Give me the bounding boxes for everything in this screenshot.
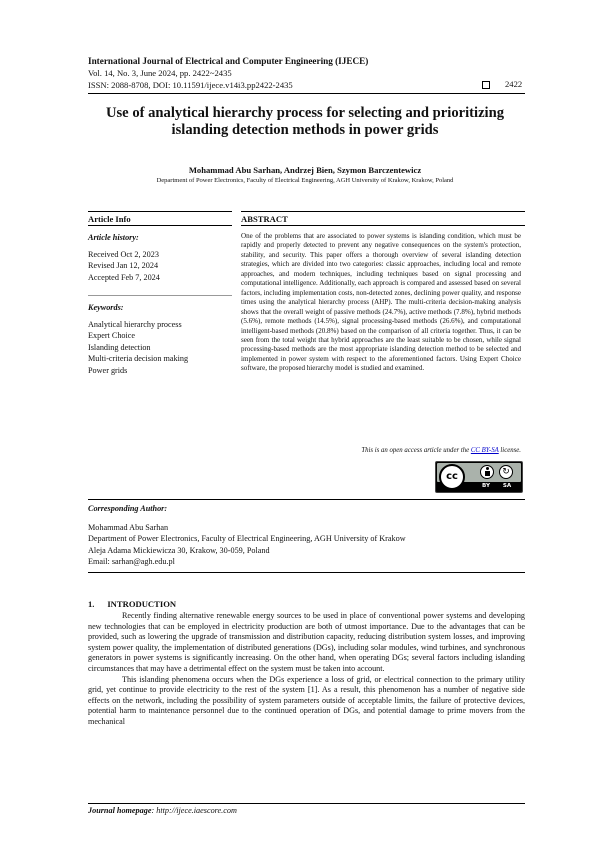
authors: Mohammad Abu Sarhan, Andrzej Bien, Szymon Barczentewicz: [188, 165, 422, 175]
badge-sa-label: SA: [502, 483, 512, 489]
abstract-top-rule: [241, 211, 525, 212]
journal-name: International Journal of Electrical and Computer Engineering (IJECE): [88, 56, 369, 66]
article-info-heading: Article Info: [88, 214, 131, 224]
abstract-heading: ABSTRACT: [241, 214, 288, 224]
paragraph: Recently finding alternative renewable energy sources to be used in place of conventional power systems and developing new technologies that can be employed in electricity production are both of utmost importance. Due to the advantages that can be provided, such as lowering the upgrade of transmission and distribution capacity, reducing distribution system losses, and improving system power quality, the implementation of distributed generations (DGs), including solar modules, wind turbines, and synchronous generators in power systems is significantly increasing. On the other hand, when operating DGs; several factors including islanding circumstances that may have a detrimental effect on the system must be taken into account.: [88, 611, 525, 673]
page-number: 2422: [505, 79, 523, 89]
cc-by-sa-link[interactable]: CC BY-SA: [470, 447, 499, 454]
affiliation: Department of Power Electronics, Faculty of Electrical Engineering, AGH University of Krakow, Krakow, Poland: [156, 177, 454, 184]
keyword: Expert Choice: [88, 331, 136, 341]
history-divider: [88, 295, 232, 296]
corresponding-address: Aleja Adama Mickiewicza 30, Krakow, 30-059, Poland: [88, 545, 270, 555]
homepage-label: Journal homepage: [88, 806, 152, 815]
corresponding-bottom-rule: [88, 572, 525, 573]
attribution-head: [486, 467, 489, 470]
corresponding-heading: Corresponding Author:: [88, 504, 168, 513]
cc-by-sa-badge[interactable]: [435, 461, 523, 493]
license-suffix: license.: [498, 447, 521, 454]
corresponding-top-rule: [88, 499, 525, 500]
history-item: Revised Jan 12, 2024: [88, 261, 159, 271]
corresponding-name: Mohammad Abu Sarhan: [88, 523, 169, 532]
history-item: Accepted Feb 7, 2024: [88, 272, 160, 282]
badge-by-label: BY: [481, 483, 490, 489]
square-icon: [482, 81, 490, 89]
journal-volume: Vol. 14, No. 3, June 2024, pp. 2422~2435: [88, 68, 232, 78]
article-info-bottom-rule: [88, 225, 232, 226]
keyword: Analytical hierarchy process: [88, 320, 182, 329]
attribution-icon: [480, 465, 494, 479]
introduction-body: [88, 611, 525, 728]
title-line: islanding detection methods in power grids: [171, 122, 439, 138]
paper-title: [80, 105, 530, 139]
paragraph: This islanding phenomena occurs when the DGs experience a loss of grid, or electrical connection to the primary utility grid, yet continue to provide electricity to the rest of the system [1]. As a result, this phenomenon has a number of negative side effects on the network, including the possibility of system parameters outside of acceptable limits, the failure of protective devices, potential harm to maintenance personnel due to the continued operation of DGs, and potential damage to prime movers from the mechanical: [88, 674, 525, 726]
license-prefix: This is an open access article under the: [361, 447, 471, 454]
journal-issn-doi: ISSN: 2088-8708, DOI: 10.11591/ijece.v14i3.pp2422-2435: [88, 80, 293, 90]
corresponding-details: [88, 522, 406, 568]
title-line: Use of analytical hierarchy process for selecting and prioritizing: [105, 105, 505, 121]
journal-homepage: [88, 806, 237, 815]
cc-logo-icon: cc: [439, 464, 465, 490]
keywords-heading: Keywords:: [88, 303, 124, 312]
article-history: [88, 249, 160, 283]
footer-divider: [88, 803, 525, 804]
history-heading: Article history:: [88, 233, 139, 242]
keyword: Islanding detection: [88, 342, 151, 352]
corresponding-email: Email: sarhan@agh.edu.pl: [88, 557, 175, 567]
homepage-url[interactable]: : http://ijece.iaescore.com: [151, 806, 237, 815]
abstract-text: One of the problems that are associated to power systems is islanding condition, which must be rapidly and properly detected to prevent any negative consequences on the system's protection, stability, and security. This paper offers a thorough overview of several islanding detection strategies, which are divided into two categories: classic approaches, including local and remote approaches, and modern techniques, including techniques based on signal processing and computational intelligence. Additionally, each approach is compared and assessed based on several factors, including implementation costs, non-detected zones, declining power quality, and response times using the analytical hierarchy process (AHP). The multi-criteria decision-making analysis shows that the overall weight of passive methods (24.7%), active methods (7.8%), hybrid methods (5.6%), remote methods (14.5%), signal processing-based methods (26.6%), and computational intelligent-based methods (20.8%) based on the comparison of all criteria together. Thus, it can be seen from the total weight that hybrid approaches are the least suitable to be chosen, while signal processing-based methods are the most appropriate islanding detection method to be selected and implemented in power system with respect to the aforementioned factors. Using Expert Choice software, the proposed hierarchy model is studied and examined.: [241, 232, 521, 373]
keyword: Power grids: [88, 365, 128, 375]
keyword: Multi-criteria decision making: [88, 354, 189, 364]
license-statement: [241, 447, 521, 454]
introduction-heading: 1. INTRODUCTION: [88, 599, 177, 609]
corresponding-department: Department of Power Electronics, Faculty of Electrical Engineering, AGH University of Krakow: [88, 534, 406, 544]
article-info-top-rule: [88, 211, 232, 212]
header-divider: [88, 93, 525, 94]
attribution-body: [485, 471, 490, 476]
history-item: Received Oct 2, 2023: [88, 250, 159, 259]
keyword-list: [88, 319, 188, 376]
share-alike-icon: ↻: [499, 465, 513, 479]
abstract-bottom-rule: [241, 225, 525, 226]
